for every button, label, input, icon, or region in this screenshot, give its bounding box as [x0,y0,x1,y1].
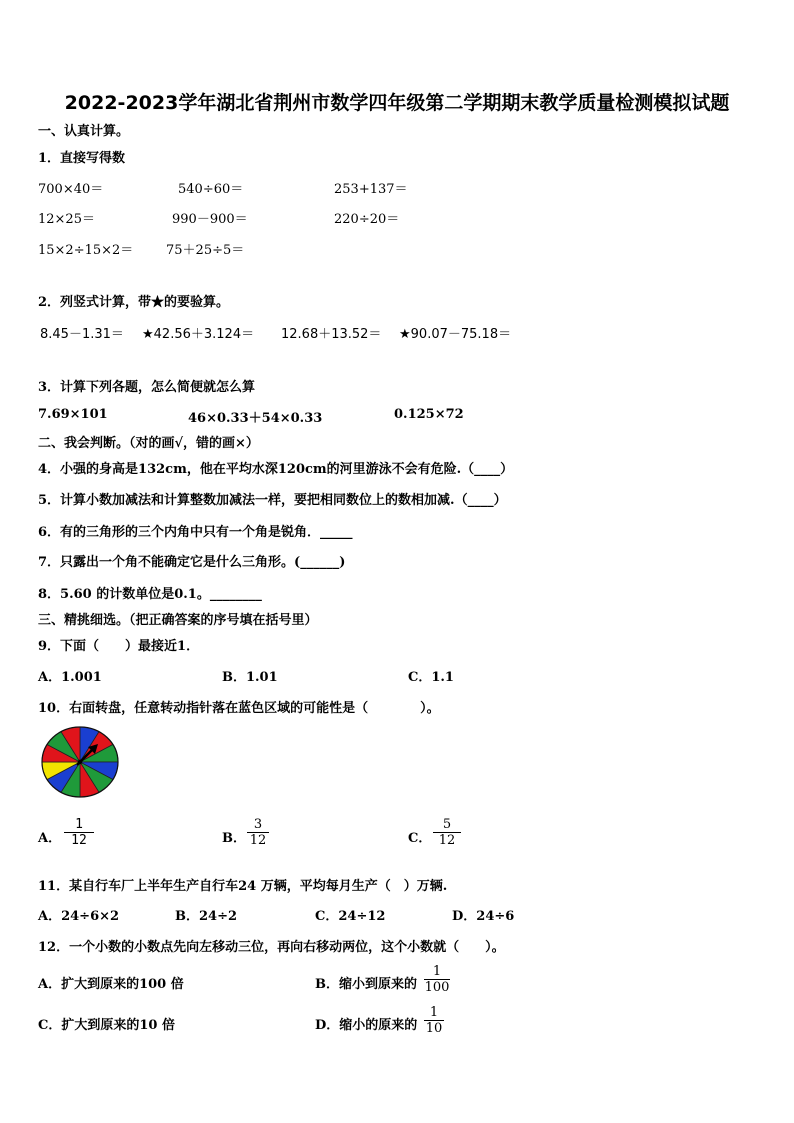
fraction-denominator: 10 [425,1021,443,1036]
q12-option-a: A．扩大到原来的100 倍 [38,977,184,992]
q10-option-a-letter: A． [38,831,62,846]
q2-item: 8.45－1.31＝ [40,327,124,342]
q2-item: 12.68＋13.52＝ [281,327,382,342]
q2-label: 2．列竖式计算，带★的要验算。 [38,295,230,310]
q3-item: 46×0.33＋54×0.33 [188,411,323,426]
fraction-numerator: 1 [75,817,83,832]
q9-option-c: C．1.1 [408,670,454,685]
fraction-denominator: 100 [424,980,450,995]
q12-option-d: D．缩小的原来的 [315,1018,418,1033]
page-title: 2022-2023学年湖北省荆州市数学四年级第二学期期末教学质量检测模拟试题 [64,92,730,114]
q10-label: 10．右面转盘，任意转动指针落在蓝色区域的可能性是（ ）。 [38,701,440,716]
q1-item: 990－900＝ [172,212,248,227]
spinner-diagram [40,725,120,799]
q1-label: 1．直接写得数 [38,151,126,166]
fraction-denominator: 12 [247,832,269,848]
q3-item: 0.125×72 [394,407,464,422]
q7-text: 7．只露出一个角不能确定它是什么三角形。(______) [38,555,346,570]
fraction-denominator: 12 [433,832,461,848]
q10-option-b-letter: B． [222,831,246,846]
fraction-numerator: 1 [429,1005,439,1020]
q12-label: 12．一个小数的小数点先向左移动三位，再向右移动两位，这个小数就（ ）。 [38,940,505,955]
q12-option-d-fraction [424,1006,444,1036]
section-3-heading: 三、精挑细选。（把正确答案的序号填在括号里） [38,613,318,628]
q3-label: 3．计算下列各题，怎么简便就怎么算 [38,380,256,395]
q11-label: 11．某自行车厂上半年生产自行车24 万辆，平均每月生产（ ）万辆. [38,879,448,894]
q8-text: 8．5.60 的计数单位是0.1。________ [38,587,262,602]
q10-option-c-fraction [433,818,461,848]
q9-option-a: A．1.001 [38,670,102,685]
section-1-heading: 一、认真计算。 [38,124,130,139]
q6-text: 6．有的三角形的三个内角中只有一个角是锐角．_____ [38,525,353,540]
fraction-numerator: 1 [432,964,442,979]
q1-item: 253+137＝ [334,182,408,197]
q3-item: 7.69×101 [38,407,108,422]
spinner-hub [78,760,82,764]
q11-option-c: C．24÷12 [315,909,386,924]
q1-item: 540÷60＝ [178,182,244,197]
q2-item: ★90.07－75.18＝ [399,327,512,342]
section-2-heading: 二、我会判断。（对的画√，错的画×） [38,436,259,451]
q1-item: 700×40＝ [38,182,104,197]
q11-option-a: A．24÷6×2 [38,909,120,924]
q9-option-b: B．1.01 [222,670,278,685]
q10-option-b-fraction [247,818,269,848]
q11-option-b: B．24÷2 [175,909,238,924]
q1-item: 12×25＝ [38,212,95,227]
q5-text: 5．计算小数加减法和计算整数加减法一样，要把相同数位上的数相加减.（____） [38,493,507,508]
fraction-numerator: 5 [442,817,452,832]
q9-label: 9．下面（ ）最接近1． [38,639,200,654]
fraction-numerator: 3 [253,817,263,832]
q12-option-b: B．缩小到原来的 [315,977,417,992]
q1-item: 15×2÷15×2＝ [38,243,134,258]
q12-option-b-fraction [424,965,450,995]
q10-option-c-letter: C． [408,831,432,846]
q2-item: ★42.56＋3.124＝ [142,327,255,342]
q4-text: 4．小强的身高是132cm，他在平均水深120cm的河里游泳不会有危险.（____） [38,462,514,477]
q1-item: 75＋25÷5＝ [166,243,245,258]
q11-option-d: D．24÷6 [452,909,515,924]
q10-option-a-fraction [64,818,94,848]
q1-item: 220÷20＝ [334,212,400,227]
q12-option-c: C．扩大到原来的10 倍 [38,1018,175,1033]
fraction-denominator: 12 [64,832,94,848]
